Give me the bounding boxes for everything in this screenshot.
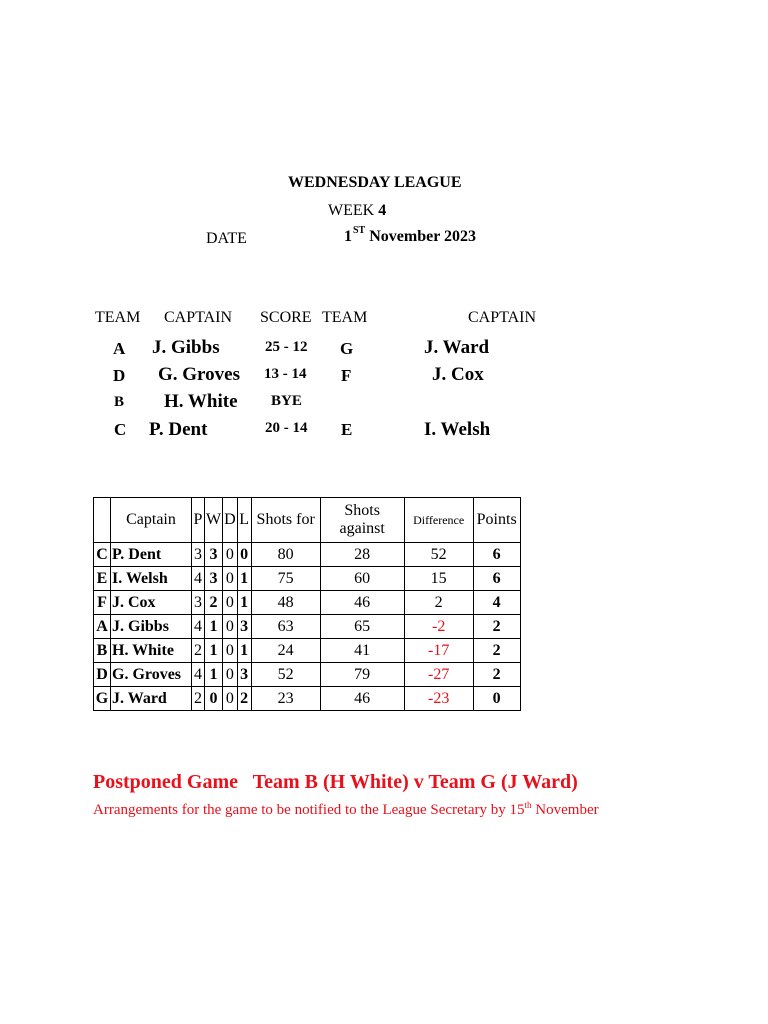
won-cell: 1 bbox=[205, 663, 223, 687]
shots-against-cell: 41 bbox=[320, 639, 404, 663]
lost-cell: 2 bbox=[237, 687, 251, 711]
col-header-won: W bbox=[205, 498, 223, 543]
won-cell: 1 bbox=[205, 615, 223, 639]
fixture-team1: B bbox=[114, 394, 125, 410]
table-body bbox=[94, 543, 521, 711]
fixture-team2: E bbox=[341, 420, 353, 439]
shots-for-cell: 80 bbox=[251, 543, 320, 567]
shots-for-cell: 52 bbox=[251, 663, 320, 687]
team-cell: G bbox=[94, 687, 111, 711]
col-header-drawn: D bbox=[223, 498, 238, 543]
team-cell: D bbox=[94, 663, 111, 687]
shots-against-cell: 28 bbox=[320, 543, 404, 567]
table-row bbox=[94, 543, 521, 567]
note-month: November bbox=[531, 802, 599, 818]
fixture-score: 20 - 14 bbox=[265, 420, 308, 436]
difference-cell: -27 bbox=[404, 663, 473, 687]
table-row bbox=[94, 591, 521, 615]
postponed-heading: Postponed Game Team B (H White) v Team G (J Ward) bbox=[93, 771, 578, 793]
lost-cell: 3 bbox=[237, 615, 251, 639]
col-header-points: Points bbox=[473, 498, 520, 543]
shots-for-cell: 23 bbox=[251, 687, 320, 711]
captain-cell: J. Gibbs bbox=[111, 615, 192, 639]
date-rest: November 2023 bbox=[369, 228, 477, 245]
shots-for-cell: 24 bbox=[251, 639, 320, 663]
played-cell: 3 bbox=[192, 591, 205, 615]
points-cell: 6 bbox=[473, 567, 520, 591]
fixture-team2: F bbox=[341, 366, 352, 385]
shots-for-cell: 75 bbox=[251, 567, 320, 591]
played-cell: 4 bbox=[192, 567, 205, 591]
played-cell: 3 bbox=[192, 543, 205, 567]
lost-cell: 1 bbox=[237, 567, 251, 591]
captain-cell: H. White bbox=[111, 639, 192, 663]
fixture-header-captain1: CAPTAIN bbox=[164, 309, 233, 326]
fixture-score: 25 - 12 bbox=[265, 339, 308, 355]
drawn-cell: 0 bbox=[223, 615, 238, 639]
difference-cell: 15 bbox=[404, 567, 473, 591]
captain-cell: J. Ward bbox=[111, 687, 192, 711]
table-header-row bbox=[94, 498, 521, 543]
week-number: 4 bbox=[378, 202, 387, 219]
points-cell: 2 bbox=[473, 639, 520, 663]
fixture-header-team2: TEAM bbox=[322, 309, 368, 326]
difference-cell: -23 bbox=[404, 687, 473, 711]
shots-against-cell: 46 bbox=[320, 591, 404, 615]
points-cell: 6 bbox=[473, 543, 520, 567]
league-table bbox=[93, 497, 521, 711]
fixture-captain1: J. Gibbs bbox=[152, 337, 220, 358]
fixture-captain2: J. Cox bbox=[432, 364, 484, 385]
captain-cell: J. Cox bbox=[111, 591, 192, 615]
fixture-captain1: H. White bbox=[164, 391, 238, 412]
played-cell: 2 bbox=[192, 687, 205, 711]
difference-cell: 2 bbox=[404, 591, 473, 615]
date-day: 1 bbox=[344, 228, 352, 245]
won-cell: 2 bbox=[205, 591, 223, 615]
won-cell: 3 bbox=[205, 567, 223, 591]
fixture-team2: G bbox=[340, 339, 354, 358]
fixture-captain2: J. Ward bbox=[424, 337, 490, 358]
difference-cell: -2 bbox=[404, 615, 473, 639]
difference-cell: 52 bbox=[404, 543, 473, 567]
lost-cell: 3 bbox=[237, 663, 251, 687]
date-suffix: ST bbox=[353, 225, 366, 236]
captain-cell: G. Groves bbox=[111, 663, 192, 687]
fixture-team1: A bbox=[113, 339, 126, 358]
played-cell: 4 bbox=[192, 615, 205, 639]
note-text: Arrangements for the game to be notified to the League Secretary by 15 bbox=[93, 802, 525, 818]
team-cell: F bbox=[94, 591, 111, 615]
table-row bbox=[94, 687, 521, 711]
note-ordinal: th bbox=[524, 800, 532, 810]
drawn-cell: 0 bbox=[223, 543, 238, 567]
fixture-captain2: I. Welsh bbox=[424, 419, 491, 440]
drawn-cell: 0 bbox=[223, 591, 238, 615]
col-header-shots-against: Shots against bbox=[320, 498, 404, 543]
page-title: WEDNESDAY LEAGUE bbox=[288, 174, 462, 191]
team-cell: A bbox=[94, 615, 111, 639]
fixture-team1: D bbox=[113, 366, 126, 385]
lost-cell: 1 bbox=[237, 639, 251, 663]
lost-cell: 1 bbox=[237, 591, 251, 615]
captain-cell: P. Dent bbox=[111, 543, 192, 567]
shots-against-cell: 79 bbox=[320, 663, 404, 687]
drawn-cell: 0 bbox=[223, 567, 238, 591]
shots-against-cell: 60 bbox=[320, 567, 404, 591]
fixture-team1: C bbox=[114, 420, 127, 439]
points-cell: 2 bbox=[473, 663, 520, 687]
date-label: DATE bbox=[206, 230, 247, 247]
won-cell: 0 bbox=[205, 687, 223, 711]
week-line bbox=[328, 202, 386, 220]
fixture-header-team1: TEAM bbox=[95, 309, 141, 326]
team-cell: C bbox=[94, 543, 111, 567]
points-cell: 2 bbox=[473, 615, 520, 639]
played-cell: 2 bbox=[192, 639, 205, 663]
fixture-header-score: SCORE bbox=[260, 309, 312, 326]
captain-cell: I. Welsh bbox=[111, 567, 192, 591]
fixture-header-captain2: CAPTAIN bbox=[468, 309, 537, 326]
shots-for-cell: 48 bbox=[251, 591, 320, 615]
fixture-score: BYE bbox=[271, 393, 302, 409]
team-cell: E bbox=[94, 567, 111, 591]
col-header-team bbox=[94, 498, 111, 543]
team-cell: B bbox=[94, 639, 111, 663]
shots-against-cell: 46 bbox=[320, 687, 404, 711]
table-row bbox=[94, 615, 521, 639]
week-label: WEEK bbox=[328, 202, 375, 219]
drawn-cell: 0 bbox=[223, 639, 238, 663]
table-row bbox=[94, 663, 521, 687]
points-cell: 4 bbox=[473, 591, 520, 615]
col-header-difference: Difference bbox=[404, 498, 473, 543]
table-row bbox=[94, 567, 521, 591]
drawn-cell: 0 bbox=[223, 687, 238, 711]
postponed-note bbox=[93, 800, 599, 819]
won-cell: 1 bbox=[205, 639, 223, 663]
table-row bbox=[94, 639, 521, 663]
shots-for-cell: 63 bbox=[251, 615, 320, 639]
col-header-lost: L bbox=[237, 498, 251, 543]
difference-cell: -17 bbox=[404, 639, 473, 663]
drawn-cell: 0 bbox=[223, 663, 238, 687]
won-cell: 3 bbox=[205, 543, 223, 567]
fixture-captain1: G. Groves bbox=[158, 364, 240, 385]
played-cell: 4 bbox=[192, 663, 205, 687]
shots-against-cell: 65 bbox=[320, 615, 404, 639]
col-header-shots-for: Shots for bbox=[251, 498, 320, 543]
date-value bbox=[344, 225, 477, 246]
points-cell: 0 bbox=[473, 687, 520, 711]
col-header-played: P bbox=[192, 498, 205, 543]
lost-cell: 0 bbox=[237, 543, 251, 567]
fixture-captain1: P. Dent bbox=[149, 419, 208, 440]
col-header-captain: Captain bbox=[111, 498, 192, 543]
fixture-score: 13 - 14 bbox=[264, 366, 307, 382]
